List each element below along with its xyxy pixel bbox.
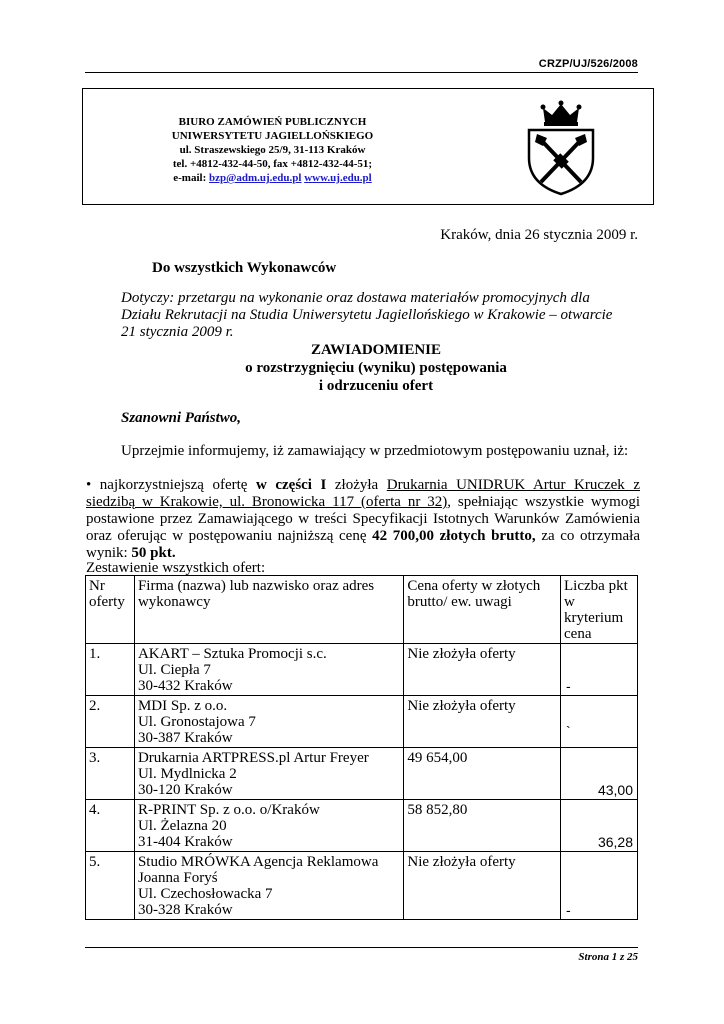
offer-firm (134, 696, 403, 748)
offer-points-cell (561, 852, 638, 920)
offer-points: 36,28 (597, 834, 633, 850)
offer-price: 49 654,00 (404, 748, 561, 800)
firm-line: Ul. Mydlnicka 2 (137, 766, 237, 782)
office-name: BIURO ZAMÓWIEŃ PUBLICZNYCH (178, 116, 367, 128)
summary-label: Zestawienie wszystkich ofert: (86, 560, 266, 576)
university-name: UNIWERSYTETU JAGIELLOŃSKIEGO (171, 130, 374, 142)
letter-date: Kraków, dnia 26 stycznia 2009 r. (440, 227, 638, 243)
header-price: Cena oferty w złotych brutto/ ew. uwagi (404, 576, 561, 644)
firm-line: 30-120 Kraków (137, 782, 233, 798)
top-rule (85, 72, 638, 73)
firm-line: AKART – Sztuka Promocji s.c. (137, 646, 327, 662)
offer-nr: 2. (86, 696, 135, 748)
table-row (86, 748, 638, 800)
offer-points-cell (561, 800, 638, 852)
offer-nr: 1. (86, 644, 135, 696)
document-id: CRZP/UJ/526/2008 (538, 58, 638, 70)
offer-points-cell (561, 696, 638, 748)
header-points: Liczba pkt w kryterium cena (561, 576, 638, 644)
offer-nr: 4. (86, 800, 135, 852)
firm-line: Ul. Gronostajowa 7 (137, 714, 256, 730)
letterhead-text (145, 115, 400, 185)
offer-price: Nie złożyła oferty (404, 852, 561, 920)
award-text-4: za co otrzymała wynik: (86, 528, 641, 561)
office-address: ul. Straszewskiego 25/9, 31-113 Kraków (179, 144, 366, 156)
firm-line: Ul. Ciepła 7 (137, 662, 211, 678)
addressee: Do wszystkich Wykonawców (152, 260, 337, 276)
offer-points-cell (561, 644, 638, 696)
header-firm: Firma (nazwa) lub nazwisko oraz adres wykonawcy (134, 576, 403, 644)
firm-line: 30-328 Kraków (137, 902, 233, 918)
firm-line: Ul. Czechosłowacka 7 (137, 886, 273, 902)
office-phone: tel. +4812-432-44-50, fax +4812-432-44-51; (172, 158, 373, 170)
table-row (86, 800, 638, 852)
firm-line: 31-404 Kraków (137, 834, 233, 850)
office-contact (145, 171, 400, 185)
offer-points: - (566, 902, 571, 918)
offer-price: 58 852,80 (404, 800, 561, 852)
table-header-row (86, 576, 638, 644)
award-text-3: , spełniając wszystkie wymogi postawione przez Zamawiającego w treści Specyfikacji Istotnych Warunków Zamówienia oraz oferując w postępowaniu najniższą cenę (86, 494, 640, 544)
offer-price: Nie złożyła oferty (404, 696, 561, 748)
offer-firm (134, 800, 403, 852)
title-line-3: i odrzuceniu ofert (318, 378, 434, 394)
firm-line: Joanna Foryś (137, 870, 218, 886)
offer-nr: 3. (86, 748, 135, 800)
firm-line: MDI Sp. z o.o. (137, 698, 228, 714)
website-link[interactable]: www.uj.edu.pl (304, 172, 372, 184)
offer-points-cell (561, 748, 638, 800)
bottom-rule (85, 947, 638, 948)
offers-table (85, 575, 638, 920)
offer-points: ` (566, 723, 571, 739)
header-nr: Nr oferty (86, 576, 135, 644)
email-label: e-mail: (173, 172, 207, 184)
winner-name: Drukarnia UNIDRUK Artur Kruczek z siedzibą w Krakowie, ul. Bronowicka 117 (oferta nr 32) (86, 477, 640, 510)
offer-nr: 5. (86, 852, 135, 920)
firm-line: R-PRINT Sp. z o.o. o/Kraków (137, 802, 320, 818)
firm-line: Ul. Żelazna 20 (137, 818, 227, 834)
jagiellonian-crest-icon (525, 100, 597, 196)
firm-line: Drukarnia ARTPRESS.pl Artur Freyer (137, 750, 369, 766)
letterhead-box (82, 88, 654, 205)
table-row (86, 644, 638, 696)
notice-title (200, 341, 552, 395)
offer-firm (134, 644, 403, 696)
firm-line: 30-432 Kraków (137, 678, 233, 694)
table-row (86, 696, 638, 748)
firm-line: 30-387 Kraków (137, 730, 233, 746)
title-line-2: o rozstrzygnięciu (wyniku) postępowania (245, 360, 507, 376)
winning-score: 50 pkt. (131, 545, 176, 561)
table-row (86, 852, 638, 920)
offer-firm (134, 748, 403, 800)
title-line-1: ZAWIADOMIENIE (310, 342, 442, 358)
offer-points: - (566, 678, 571, 694)
award-paragraph (86, 477, 640, 562)
firm-line: Studio MRÓWKA Agencja Reklamowa (137, 854, 379, 870)
greeting: Szanowni Państwo, (121, 410, 242, 426)
intro-sentence: Uprzejmie informujemy, iż zamawiający w przedmiotowym postępowaniu uznał, iż: (121, 443, 629, 459)
offer-price: Nie złożyła oferty (404, 644, 561, 696)
page-number: Strona 1 z 25 (578, 951, 638, 963)
offer-firm (134, 852, 403, 920)
winning-price: 42 700,00 złotych brutto, (372, 528, 536, 544)
award-text-2: złożyła (326, 477, 387, 493)
award-text-1: • najkorzystniejszą ofertę (86, 477, 256, 493)
offer-points: 43,00 (597, 782, 633, 798)
subject-line: Dotyczy: przetargu na wykonanie oraz dostawa materiałów promocyjnych dla Działu Rekrutacji na Studia Uniwersytetu Jagiellońskiego w Krakowie – otwarcie 21 stycznia 2009 r. (121, 290, 613, 340)
award-part: w części I (255, 477, 327, 493)
email-link[interactable]: bzp@adm.uj.edu.pl (208, 172, 302, 184)
